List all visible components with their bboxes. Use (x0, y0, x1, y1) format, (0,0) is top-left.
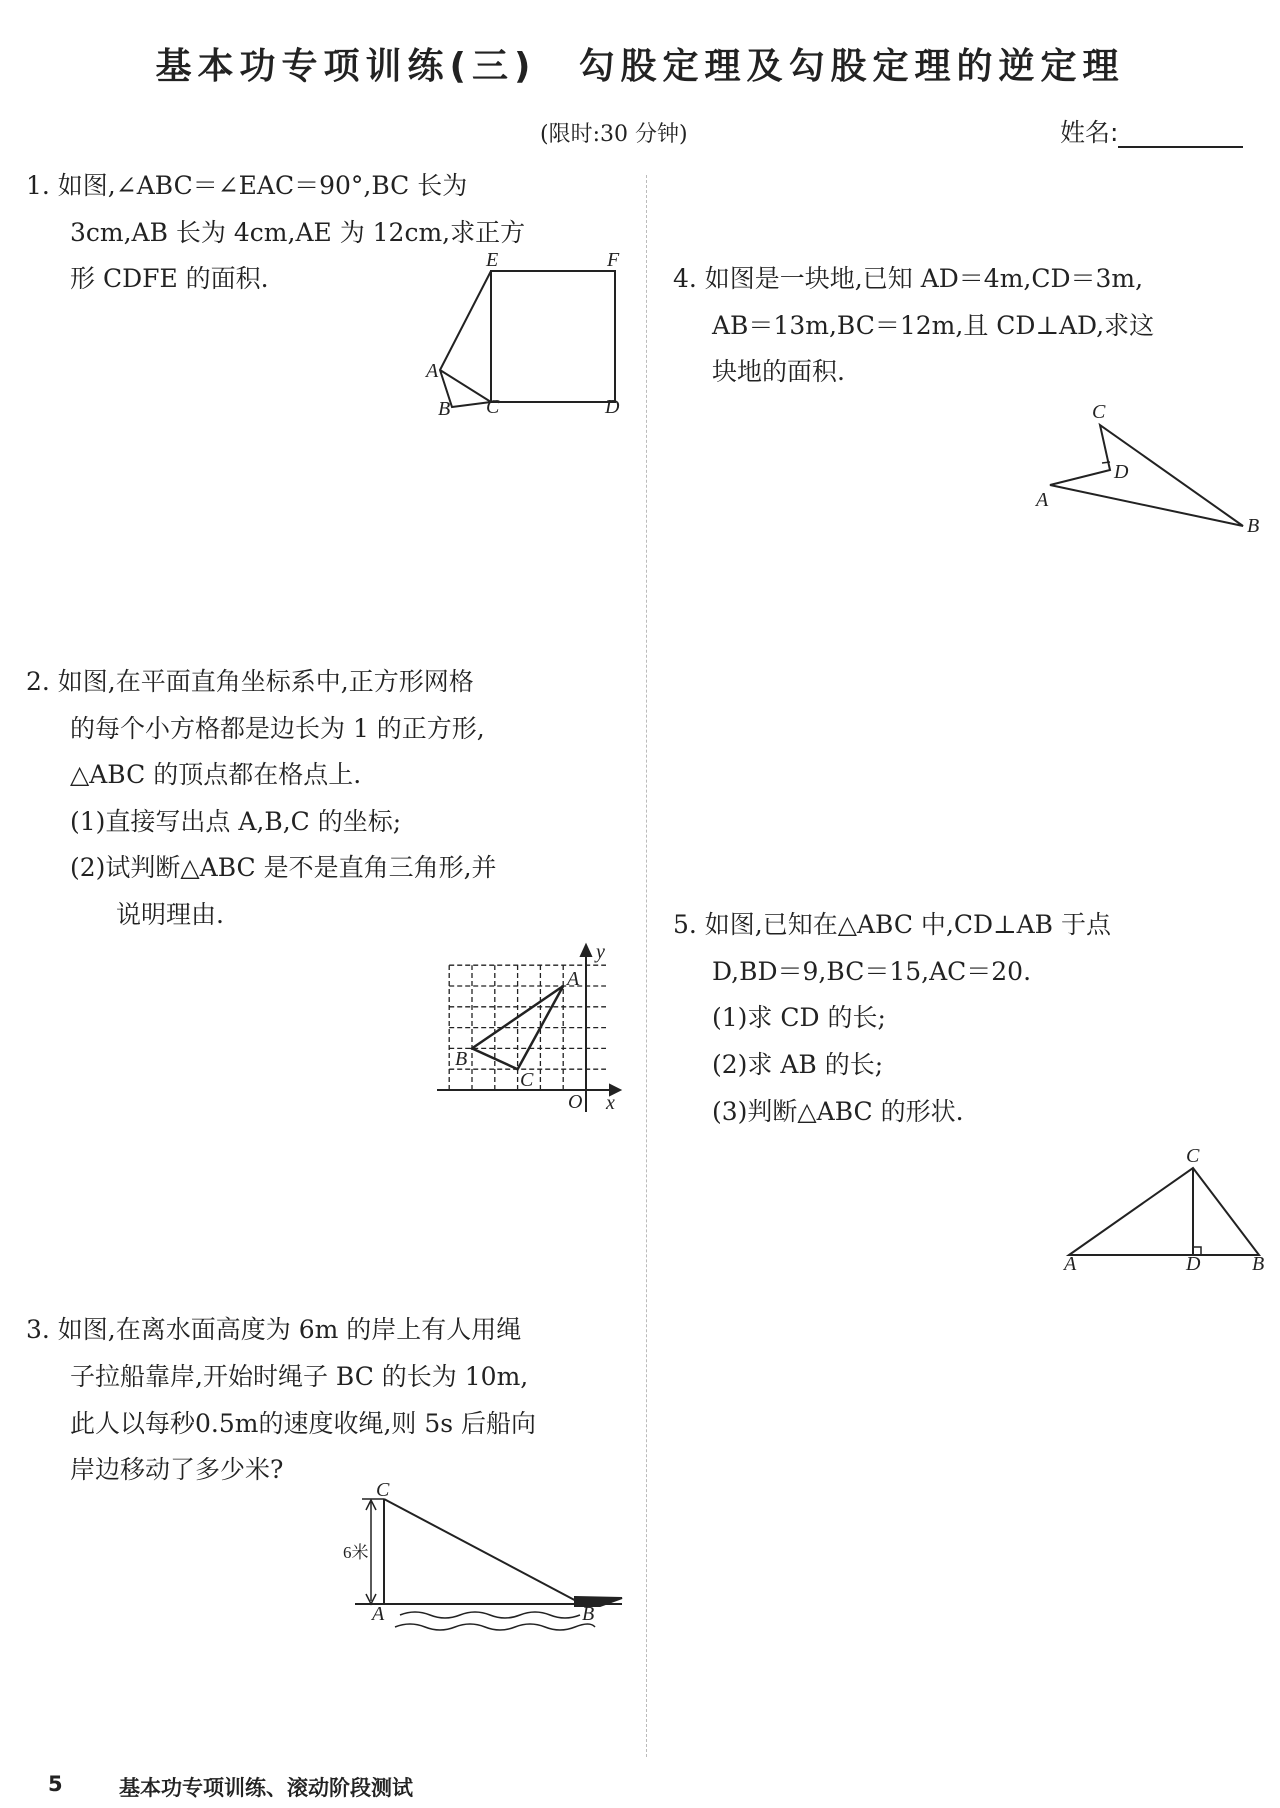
q3-figure (343, 1479, 622, 1630)
q2-figure (437, 941, 620, 1114)
label-y: y (596, 941, 605, 963)
right-angle-mark (1102, 462, 1110, 463)
q5-line: (2)求 AB 的长; (712, 1050, 884, 1079)
label-c: C (520, 1069, 534, 1091)
q1-line: 3cm,AB 长为 4cm,AE 为 12cm,求正方 (70, 218, 526, 247)
square-cdfe (491, 271, 615, 402)
label-f: F (607, 249, 620, 271)
q3-line: 此人以每秒0.5m的速度收绳,则 5s 后船向 (70, 1409, 537, 1438)
q3-line: 3. 如图,在离水面高度为 6m 的岸上有人用绳 (26, 1315, 522, 1344)
q2-line: 的每个小方格都是边长为 1 的正方形, (70, 714, 485, 743)
name-label: 姓名: (1060, 118, 1119, 147)
label-x: x (606, 1092, 615, 1114)
q2-line: (1)直接写出点 A,B,C 的坐标; (70, 807, 402, 836)
q2-line: 说明理由. (116, 900, 224, 929)
quadrilateral-abcd (1050, 425, 1243, 526)
q1-line: 形 CDFE 的面积. (70, 264, 269, 293)
page-title: 基本功专项训练(三) 勾股定理及勾股定理的逆定理 (155, 46, 1125, 87)
label-c: C (376, 1479, 390, 1501)
label-b: B (438, 398, 451, 420)
label-c: C (1092, 401, 1106, 423)
q4-line: 块地的面积. (712, 357, 845, 386)
q4-figure (1034, 401, 1259, 537)
q1-figure (424, 249, 620, 420)
water-waves (395, 1612, 595, 1630)
label-b: B (1252, 1253, 1265, 1275)
y-arrow-icon (581, 945, 591, 956)
triangles-abc-eac (440, 271, 491, 407)
label-d: D (1114, 461, 1129, 483)
q2-line: 2. 如图,在平面直角坐标系中,正方形网格 (26, 667, 474, 696)
q4-line: AB＝13m,BC＝12m,且 CD⊥AD,求这 (712, 311, 1155, 340)
q2-line: △ABC 的顶点都在格点上. (70, 760, 362, 789)
label-a: A (426, 360, 439, 382)
label-a: A (372, 1603, 385, 1625)
label-b: B (455, 1048, 468, 1070)
footer-text: 基本功专项训练、滚动阶段测试 (119, 1776, 413, 1800)
time-limit: (限时:30 分钟) (540, 122, 688, 147)
label-b: B (1247, 515, 1260, 537)
q5-line: (1)求 CD 的长; (712, 1003, 886, 1032)
label-b: B (582, 1603, 595, 1625)
triangle-abc (1069, 1168, 1259, 1255)
q3-line: 岸边移动了多少米? (70, 1455, 284, 1484)
q5-line: 5. 如图,已知在△ABC 中,CD⊥AB 于点 (673, 910, 1111, 939)
rope-bc (384, 1499, 582, 1604)
page-number: 5 (48, 1772, 63, 1796)
label-c: C (1186, 1145, 1200, 1167)
label-a: A (1064, 1253, 1077, 1275)
label-a: A (1036, 489, 1049, 511)
label-a: A (567, 968, 580, 990)
q3-line: 子拉船靠岸,开始时绳子 BC 的长为 10m, (70, 1362, 529, 1391)
label-o: O (568, 1091, 583, 1113)
label-c: C (486, 396, 500, 418)
q1-line: 1. 如图,∠ABC＝∠EAC＝90°,BC 长为 (26, 171, 468, 200)
label-d: D (1186, 1253, 1201, 1275)
q5-line: D,BD＝9,BC＝15,AC＝20. (712, 957, 1032, 986)
q5-figure (1062, 1145, 1264, 1275)
q2-line: (2)试判断△ABC 是不是直角三角形,并 (70, 853, 497, 882)
label-d: D (605, 396, 620, 418)
label-e: E (486, 249, 499, 271)
label-height: 6米 (343, 1543, 369, 1562)
q5-line: (3)判断△ABC 的形状. (712, 1097, 964, 1126)
q4-line: 4. 如图是一块地,已知 AD＝4m,CD＝3m, (673, 264, 1144, 293)
